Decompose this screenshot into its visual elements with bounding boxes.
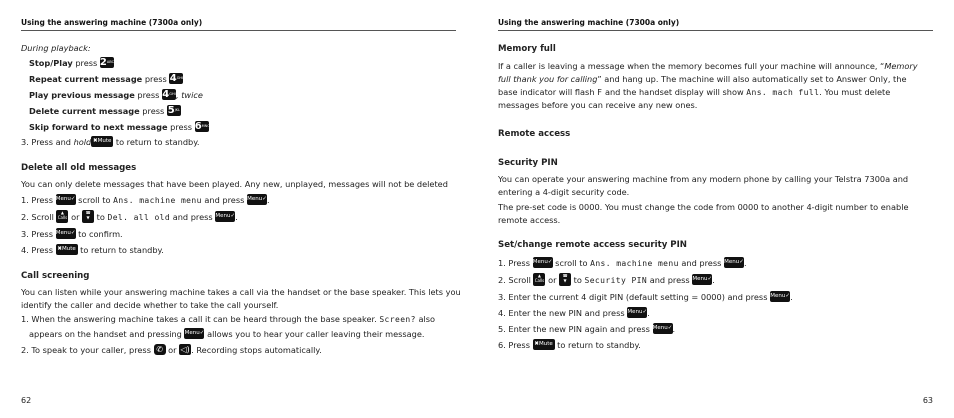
change-pin-heading: Set/change remote access security PIN bbox=[498, 240, 687, 250]
memory-full-heading: Memory full bbox=[498, 44, 556, 54]
pin-step-5: 5. Enter the new PIN again and press Menu✓. bbox=[498, 324, 676, 334]
header-rule bbox=[21, 30, 456, 31]
pin-step-1: 1. Press Menu✓ scroll to Ans. machine menu and press Menu✓. bbox=[498, 258, 747, 268]
menu-key-icon: Menu✓ bbox=[724, 257, 744, 268]
menu-key-icon: Menu✓ bbox=[770, 291, 790, 302]
page-number: 63 bbox=[922, 396, 933, 405]
repeat-row: Repeat current message press $4^{GHI}$ bbox=[29, 73, 184, 84]
scroll-down-key-icon: ☎ ▼ bbox=[82, 210, 94, 223]
header-rule bbox=[498, 30, 933, 31]
left-content bbox=[21, 42, 461, 358]
delete-step-3: 3. Press Menu✓ to confirm. bbox=[21, 229, 123, 239]
remote-access-heading: Remote access bbox=[498, 129, 571, 139]
stop-play-row: Stop/Play press $2^{ABC}$ bbox=[29, 57, 115, 68]
menu-key-icon: Menu✓ bbox=[56, 194, 76, 205]
skip-row: Skip forward to next message press $6^{MNO}$ bbox=[29, 121, 211, 132]
screening-step-2: 2. To speak to your caller, press ✆ or ◁). Recording stops automatically. bbox=[21, 345, 322, 355]
menu-key-icon: Menu✓ bbox=[247, 194, 267, 205]
screening-step-1-cont: appears on the handset and pressing Menu✓ allows you to hear your caller leaving their message. bbox=[29, 329, 425, 339]
menu-key-icon: Menu✓ bbox=[184, 328, 204, 339]
memory-line-4: messages before you can receive any new ones. bbox=[498, 100, 698, 110]
pin-step-3: 3. Enter the current 4 digit PIN (default setting = 0000) and press Menu✓. bbox=[498, 292, 793, 302]
scroll-down-key-icon: ☎ ▼ bbox=[559, 273, 571, 286]
delete-step-2: 2. Scroll ▲ Calls or ☎ ▼ to Del. all old and press Menu✓. bbox=[21, 210, 238, 222]
step-3-row: 3. Press and hold ✖Mute to return to standby. bbox=[21, 137, 200, 147]
memory-line-2: full thank you for calling” and hang up. The machine will also automatically set to Answer Only, the bbox=[498, 74, 907, 84]
memory-line-1: If a caller is leaving a message when the memory becomes full your machine will announce, “Memory bbox=[498, 61, 918, 71]
screening-step-1: 1. When the answering machine takes a call it can be heard through the base speaker. Screen? also bbox=[21, 314, 436, 324]
pin-step-4: 4. Enter the new PIN and press Menu✓. bbox=[498, 308, 650, 318]
pin-step-2: 2. Scroll ▲ Calls or ☎ ▼ to Security PIN and press Menu✓. bbox=[498, 273, 715, 285]
call-screening-body: You can listen while your answering machine takes a call via the handset or the base speaker. This lets you identify the caller and decide whether to take the call yourself. bbox=[21, 287, 461, 310]
during-playback-label: During playback: bbox=[21, 43, 91, 53]
menu-key-icon: Menu✓ bbox=[533, 257, 553, 268]
mute-key-icon: ✖Mute bbox=[91, 136, 113, 147]
call-screening-heading: Call screening bbox=[21, 271, 90, 281]
security-pin-body-1: You can operate your answering machine from any modern phone by calling your Telstra 7300a and entering a 4-digit security code. bbox=[498, 174, 909, 197]
mute-key-icon: ✖Mute bbox=[533, 339, 555, 350]
menu-key-icon: Menu✓ bbox=[653, 323, 673, 334]
menu-key-icon: Menu✓ bbox=[627, 307, 647, 318]
scroll-up-key-icon: ▲ Calls bbox=[533, 273, 545, 286]
delete-current-row: Delete current message press $5^{JKL}$ bbox=[29, 105, 180, 116]
delete-step-1: 1. Press Menu✓ scroll to Ans. machine menu and press Menu✓. bbox=[21, 195, 270, 205]
delete-step-4: 4. Press ✖Mute to return to standby. bbox=[21, 245, 164, 255]
right-content bbox=[498, 43, 938, 353]
delete-all-body: You can only delete messages that have been played. Any new, unplayed, messages will not be deleted bbox=[21, 179, 448, 189]
menu-key-icon: Menu✓ bbox=[692, 274, 712, 285]
menu-key-icon: Menu✓ bbox=[215, 211, 235, 222]
page-header: Using the answering machine (7300a only) bbox=[21, 18, 203, 27]
previous-row: Play previous message press $4^{GHI}$, twice bbox=[29, 89, 203, 100]
security-pin-body-2: The pre-set code is 0000. You must change the code from 0000 to another 4-digit number to enable remote access. bbox=[498, 202, 909, 225]
speaker-key-icon: ◁) bbox=[180, 345, 190, 354]
key-4-icon: $4^{GHI}$ bbox=[169, 73, 184, 84]
mute-key-icon: ✖Mute bbox=[56, 244, 78, 255]
memory-line-3: base indicator will flash F and the handset display will show Ans. mach full. You must delete bbox=[498, 87, 891, 97]
delete-all-heading: Delete all old messages bbox=[21, 163, 137, 173]
key-6-icon: $6^{MNO}$ bbox=[194, 121, 211, 132]
pin-step-6: 6. Press ✖Mute to return to standby. bbox=[498, 340, 641, 350]
page-header: Using the answering machine (7300a only) bbox=[498, 18, 680, 27]
page-number: 62 bbox=[21, 396, 32, 405]
security-pin-heading: Security PIN bbox=[498, 158, 558, 168]
key-5-icon: $5^{JKL}$ bbox=[167, 105, 180, 116]
key-2-icon: $2^{ABC}$ bbox=[99, 57, 115, 68]
scroll-up-key-icon: ▲ Calls bbox=[56, 210, 68, 223]
phone-key-icon: ✆ bbox=[154, 344, 166, 355]
menu-key-icon: Menu✓ bbox=[56, 228, 76, 239]
right-page bbox=[477, 0, 954, 418]
key-4-icon: $4^{GHI}$ bbox=[162, 89, 176, 100]
